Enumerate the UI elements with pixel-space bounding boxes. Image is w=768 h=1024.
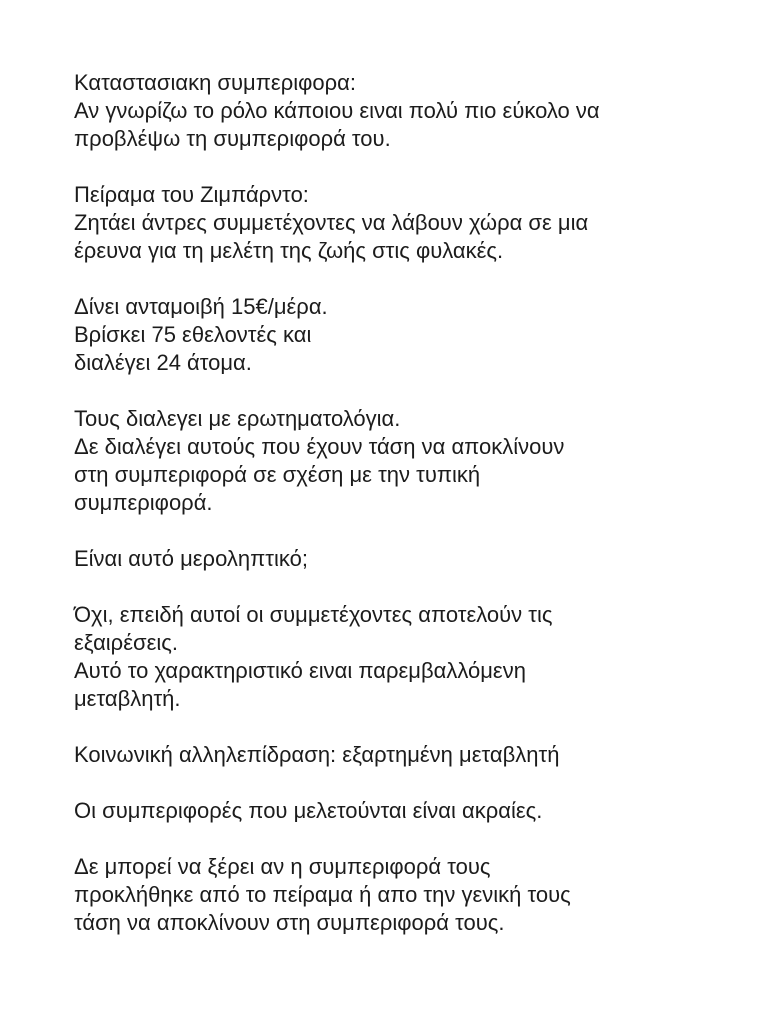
text-line: στη συμπεριφορά σε σχέση με την τυπική [74,462,481,487]
paragraph-zimbardo-experiment [74,181,714,265]
paragraph-bias-question [74,545,714,573]
text-line: Δε μπορεί να ξέρει αν η συμπεριφορά τους [74,854,491,879]
text-line: Καταστασιακη συμπεριφορα: [74,70,356,95]
paragraph-dependent-variable [74,741,714,769]
text-line: Πείραμα του Ζιμπάρντο: [74,182,309,207]
text-line: συμπεριφορά. [74,490,213,515]
paragraph-selection-questionnaires [74,405,714,517]
paragraph-situational-behavior [74,69,714,153]
text-line: τάση να αποκλίνουν στη συμπεριφορά τους. [74,910,505,935]
text-line: Είναι αυτό μεροληπτικό; [74,546,308,571]
text-line: Κοινωνική αλληλεπίδραση: εξαρτημένη μεταβλητή [74,742,560,767]
text-line: Αν γνωρίζω το ρόλο κάποιου ειναι πολύ πιο εύκολο να [74,98,600,123]
notes-text-body [74,69,714,965]
paragraph-reward-volunteers [74,293,714,377]
text-line: Δίνει ανταμοιβή 15€/μέρα. [74,294,328,319]
text-line: εξαιρέσεις. [74,630,178,655]
paragraph-bias-answer [74,601,714,713]
text-line: Τους διαλεγει με ερωτηματολόγια. [74,406,401,431]
text-line: Βρίσκει 75 εθελοντές και [74,322,312,347]
paragraph-extreme-behaviors [74,797,714,825]
text-line: διαλέγει 24 άτομα. [74,350,252,375]
text-line: προκλήθηκε από το πείραμα ή απο την γενική τους [74,882,571,907]
text-line: Ζητάει άντρες συμμετέχοντες να λάβουν χώρα σε μια [74,210,589,235]
text-line: Όχι, επειδή αυτοί οι συμμετέχοντες αποτελούν τις [74,602,553,627]
text-line: Δε διαλέγει αυτούς που έχουν τάση να αποκλίνουν [74,434,565,459]
text-line: προβλέψω τη συμπεριφορά του. [74,126,391,151]
text-line: έρευνα για τη μελέτη της ζωής στις φυλακές. [74,238,504,263]
text-line: μεταβλητή. [74,686,181,711]
paragraph-cause-uncertainty [74,853,714,937]
text-line: Αυτό το χαρακτηριστικό ειναι παρεμβαλλόμενη [74,658,526,683]
text-line: Οι συμπεριφορές που μελετούνται είναι ακραίες. [74,798,543,823]
